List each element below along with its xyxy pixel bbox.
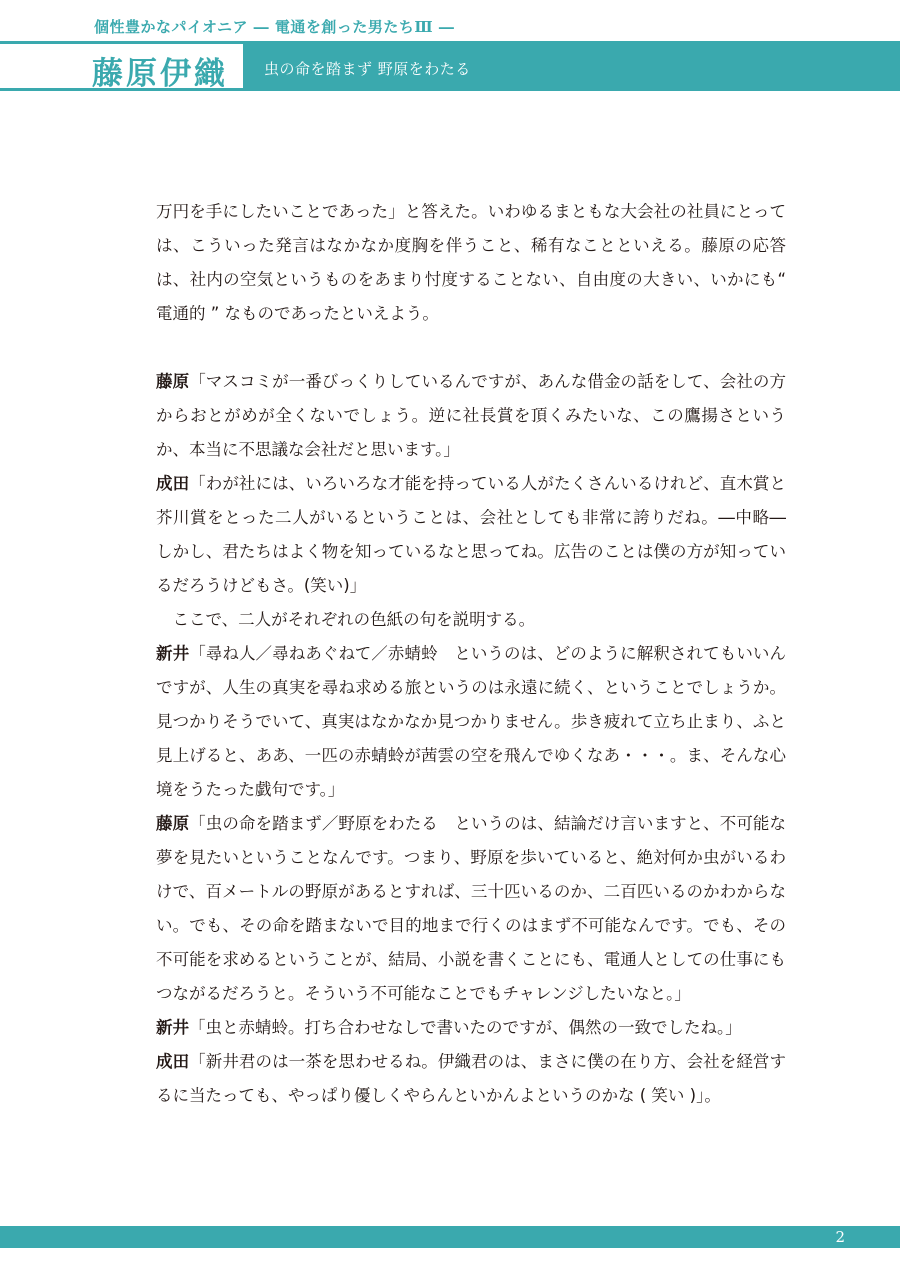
speaker-name: 藤原	[156, 814, 190, 833]
dialogue-line	[156, 1011, 786, 1045]
narration-paragraph: ここで、二人がそれぞれの色紙の句を説明する。	[172, 610, 536, 629]
article-name: 藤原伊織	[92, 56, 228, 92]
paragraph-gap	[156, 331, 786, 365]
dialogue-text: 「新井君のは一茶を思わせるね。伊織君のは、まさに僕の在り方、会社を経営するに当たっても、やっぱり優しくやらんといかんよというのかな ( 笑い )」。	[156, 1052, 787, 1105]
speaker-name: 成田	[156, 1052, 190, 1071]
dialogue-text: 「虫と赤蜻蛉。打ち合わせなしで書いたのですが、偶然の一致でしたね。」	[189, 1018, 742, 1037]
speaker-name: 新井	[156, 644, 190, 663]
article-body	[156, 195, 803, 1113]
article-subtitle: 虫の命を踏まず 野原をわたる	[264, 60, 471, 78]
series-title: 個性豊かなパイオニア ― 電通を創った男たちⅢ ―	[94, 18, 455, 36]
dialogue-line	[156, 467, 803, 603]
intro-paragraph: 万円を手にしたいことであった」と答えた。いわゆるまともな大会社の社員にとっては、こういった発言はなかなか度胸を伴うこと、稀有なことといえる。藤原の応答は、社内の空気というものをあまり忖度することない、自由度の大きい、いかにも“ 電通的 ” なものであったといえよう。	[156, 202, 786, 323]
dialogue-line	[156, 637, 786, 807]
footer-bar	[0, 1226, 900, 1248]
dialogue-line	[156, 1045, 786, 1113]
dialogue-line	[156, 807, 786, 1011]
page-number: 2	[835, 1228, 845, 1246]
speaker-name: 藤原	[156, 372, 190, 391]
speaker-name: 成田	[156, 474, 190, 493]
dialogue-text: 「マスコミが一番びっくりしているんですが、あんな借金の話をして、会社の方からおとがめが全くないでしょう。逆に社長賞を頂くみたいな、この鷹揚さというか、本当に不思議な会社だと思います。」	[156, 372, 787, 459]
dialogue-text: 「わが社には、いろいろな才能を持っている人がたくさんいるけれど、直木賞と芥川賞をとった二人がいるということは、会社としても非常に誇りだね。―中略― しかし、君たちはよく物を知っているなと思ってね。広告のことは僕の方が知っているだろうけどもさ。(笑い)」	[156, 474, 803, 595]
dialogue-text: 「虫の命を踏まず／野原をわたる というのは、結論だけ言いますと、不可能な夢を見たいということなんです。つまり、野原を歩いていると、絶対何か虫がいるわけで、百メートルの野原があるとすれば、三十匹いるのか、二百匹いるのかわからない。でも、その命を踏まないで目的地まで行くのはまず不可能なんです。でも、その不可能を求めるということが、結局、小説を書くことにも、電通人としての仕事にもつながるだろうと。そういう不可能なことでもチャレンジしたいなと。」	[156, 814, 787, 1003]
dialogue-line	[156, 365, 786, 467]
dialogue-text: 「尋ね人／尋ねあぐねて／赤蜻蛉 というのは、どのように解釈されてもいいんですが、人生の真実を尋ね求める旅というのは永遠に続く、ということでしょうか。見つかりそうでいて、真実はなかなか見つかりません。歩き疲れて立ち止まり、ふと見上げると、ああ、一匹の赤蜻蛉が茜雲の空を飛んでゆくなあ・・・。ま、そんな心境をうたった戯句です。」	[156, 644, 786, 799]
speaker-name: 新井	[156, 1018, 189, 1037]
